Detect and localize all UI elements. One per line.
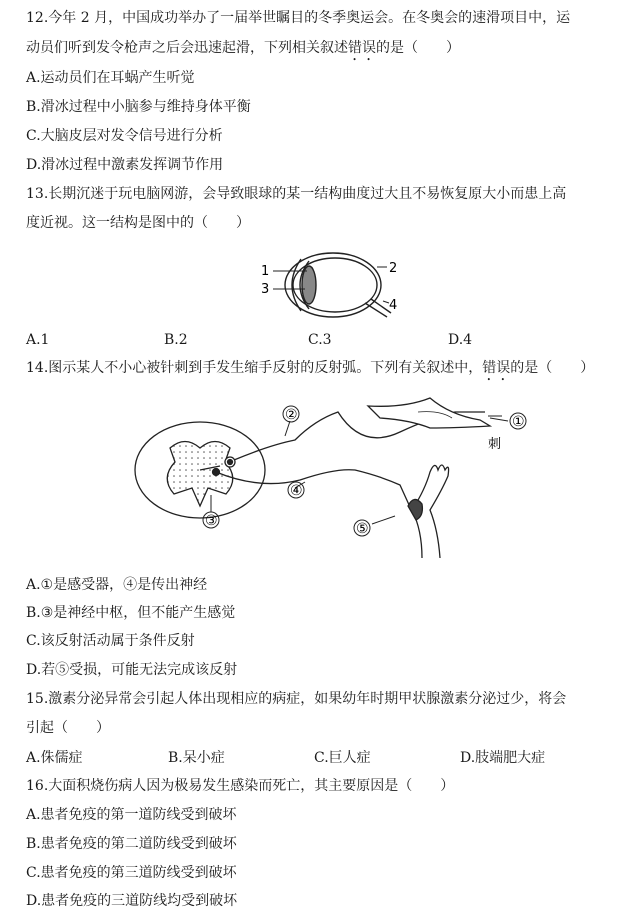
q14-option-a: A.①是感受器，④是传出神经 — [26, 577, 208, 593]
q16-option-b: B.患者免疫的第二道防线受到破坏 — [26, 836, 237, 852]
reflex-label-5: ⑤ — [356, 521, 369, 537]
q13-option-b: B.2 — [164, 332, 188, 348]
q15-options — [26, 748, 626, 768]
q13-stem-line2: 度近视。这一结构是图中的（ ） — [26, 215, 250, 231]
q14-option-d: D.若⑤受损，可能无法完成该反射 — [26, 662, 238, 678]
q15-option-a: A.侏儒症 — [26, 750, 83, 766]
q13-option-a: A.1 — [26, 332, 50, 348]
reflex-label-2: ② — [285, 407, 298, 423]
q14-option-c: C.该反射活动属于条件反射 — [26, 633, 195, 649]
q14-stem — [26, 358, 594, 384]
q13-option-c: C.3 — [308, 332, 332, 348]
q16-stem: 16.大面积烧伤病人因为极易发生感染而死亡，其主要原因是（ ） — [26, 778, 455, 794]
eye-label-2: 2 — [389, 261, 398, 276]
eye-label-3: 3 — [261, 282, 270, 297]
q15-option-d: D.肢端肥大症 — [460, 750, 546, 766]
q12-option-b: B.滑冰过程中小脑参与维持身体平衡 — [26, 99, 251, 115]
q14-stem-pre: 14.图示某人不小心被针刺到手发生缩手反射的反射弧。下列有关叙述中， — [26, 360, 483, 376]
eye-label-4: 4 — [389, 298, 398, 313]
q16-option-d: D.患者免疫的三道防线均受到破坏 — [26, 893, 238, 909]
q12-stem-line1: 12.今年 2 月，中国成功举办了一届举世瞩目的冬季奥运会。在冬奥会的速滑项目中，运 — [26, 10, 571, 26]
q13-option-d: D.4 — [448, 332, 473, 348]
eye-label-1: 1 — [261, 264, 270, 279]
q12-emphasis: 错误 — [348, 40, 376, 56]
q15-stem-line2: 引起（ ） — [26, 720, 110, 736]
reflex-label-needle: 刺 — [488, 437, 502, 452]
q14-emphasis: 错误 — [482, 360, 511, 376]
q14-option-b: B.③是神经中枢，但不能产生感觉 — [26, 605, 236, 621]
q12-option-a: A.运动员们在耳蜗产生听觉 — [26, 70, 195, 86]
reflex-label-3: ③ — [205, 513, 218, 529]
q15-option-b: B.呆小症 — [168, 750, 225, 766]
q12-option-c: C.大脑皮层对发令信号进行分析 — [26, 128, 223, 144]
q16-option-a: A.患者免疫的第一道防线受到破坏 — [26, 807, 237, 823]
eye-diagram — [255, 245, 405, 325]
q13-stem-line1: 13.长期沉迷于玩电脑网游，会导致眼球的某一结构曲度过大且不易恢复原大小而患上高 — [26, 186, 567, 202]
q15-option-c: C.巨人症 — [314, 750, 371, 766]
q12-option-d: D.滑冰过程中激素发挥调节作用 — [26, 157, 224, 173]
reflex-label-1: ① — [512, 414, 525, 430]
q12-stem-line2 — [26, 38, 460, 64]
reflex-arc-diagram — [130, 390, 550, 560]
q15-stem-line1: 15.激素分泌异常会引起人体出现相应的病症，如果幼年时期甲状腺激素分泌过少，将会 — [26, 691, 567, 707]
q12-stem-post: 的是（ ） — [376, 40, 460, 56]
q13-options — [26, 330, 626, 350]
q16-option-c: C.患者免疫的第三道防线受到破坏 — [26, 865, 237, 881]
reflex-label-4: ④ — [290, 483, 303, 499]
q12-stem-pre: 动员们听到发令枪声之后会迅速起滑，下列相关叙述 — [26, 40, 348, 56]
q14-stem-post: 的是（ ） — [510, 360, 595, 376]
